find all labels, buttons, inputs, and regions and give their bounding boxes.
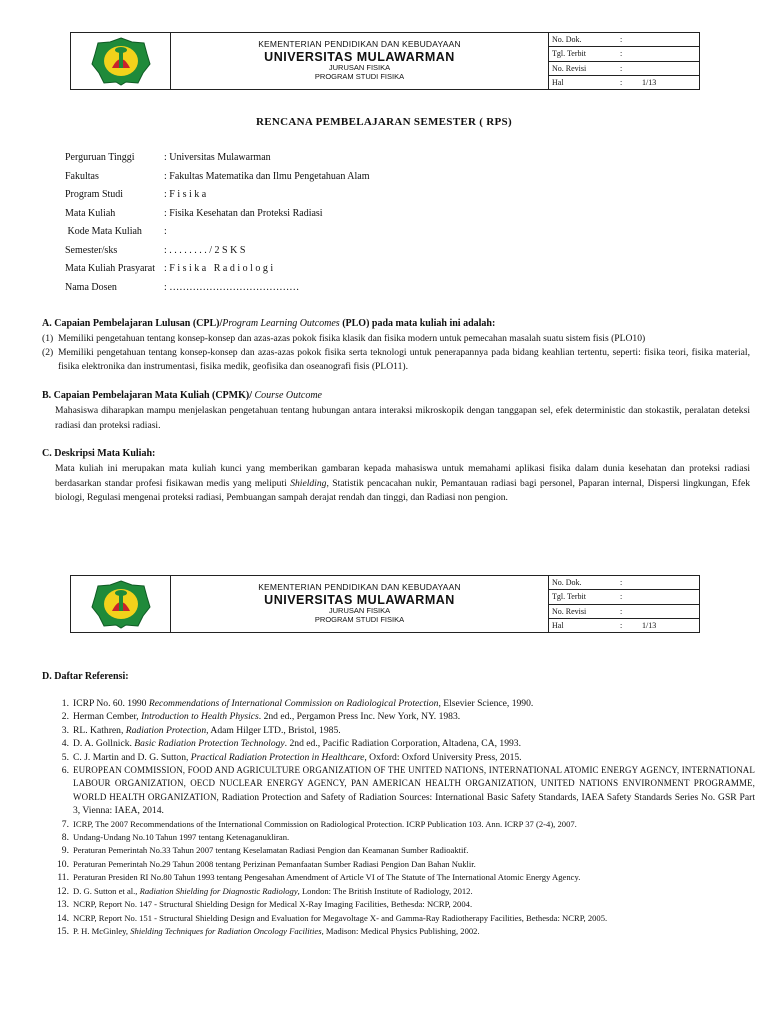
reference-text: Herman Cember, Introduction to Health Physics. 2nd ed., Pergamon Press Inc. New York, NY. 1983. [73,711,461,723]
reference-text: Peraturan Pemerintah No.29 Tahun 2008 tentang Perizinan Pemanfaatan Sumber Radiasi Pengion Dan Bahan Nuklir. [73,858,476,869]
info-row: Fakultas : Fakultas Matematika dan Ilmu Pengetahuan Alam [65,170,370,182]
section-c-text: Mata kuliah ini merupakan mata kuliah kunci yang memberikan gambaran kepada mahasiswa untuk memahami aplikasi fisika dalam dunia kesehatan dan proteksi radiasi berdasarkan standar profesi fisikawan medis yang meliputi Shielding, Statistik pencacahan nukir, Pemantauan radiasi bagi personel, Paparan internal, Dispersi lingkungan, Efek biologi, Regulasi mengenai proteksi radiasi, Pembuangan sampah derajat rendah dan tinggi, dan Radiasi non pengion. [55,463,750,503]
letterhead-page-2 [70,575,700,633]
meta-row-issue-date: Tgl. Terbit : [549,590,699,604]
university-name: UNIVERSITAS MULAWARMAN [264,593,455,608]
reference-item [55,697,755,710]
reference-text: ICRP, The 2007 Recommendations of the International Commission on Radiological Protection. ICRP Publication 103. Ann. ICRP 37 (2-4), 2007. [73,818,577,829]
reference-text: D. G. Sutton et al., Radiation Shielding for Diagnostic Radiology, London: The British Institute of Radiology, 2012. [73,885,473,896]
department-name: JURUSAN FISIKA [328,606,391,616]
reference-item [55,885,755,898]
info-row: Kode Mata Kuliah : [65,226,167,237]
reference-number: 8. [61,832,69,844]
reference-item [55,844,755,857]
reference-number: 11. [57,872,69,884]
reference-item [55,710,755,723]
document-meta [549,576,699,632]
reference-item [55,737,755,750]
reference-text: NCRP, Report No. 147 - Structural Shielding Design for Medical X-Ray Imaging Facilities, Bethesda: NCRP, 2004. [73,899,473,910]
reference-number: 2. [61,711,69,723]
info-row: Program Studi : F i s i k a [65,189,207,200]
meta-row-revision: No. Revisi : [549,605,699,619]
university-logo-icon [90,579,152,629]
reference-number: 6. [61,765,69,777]
section-a-heading: A. Capaian Pembelajaran Lulusan (CPL)/Program Learning Outcomes (PLO) pada mata kuliah ini adalah: [42,318,496,329]
ministry-name: KEMENTERIAN PENDIDIKAN DAN KEBUDAYAAN [258,582,461,593]
document-title: RENCANA PEMBELAJARAN SEMESTER ( RPS) [256,116,512,128]
info-row: Mata Kuliah : Fisika Kesehatan dan Proteksi Radiasi [65,207,323,219]
reference-number: 12. [57,885,69,897]
reference-item [55,858,755,871]
info-row: Mata Kuliah Prasyarat : F i s i k a R a d i o l o g i [65,263,274,274]
info-row: Perguruan Tinggi : Universitas Mulawarman [65,152,271,163]
reference-text: Peraturan Presiden RI No.80 Tahun 1993 tentang Pengesahan Amendment of Article VI of The Statute of The International Atomic Energy Agency. [73,872,581,883]
university-logo [71,33,171,89]
meta-row-issue-date: Tgl. Terbit : [549,47,699,61]
meta-row-revision: No. Revisi : [549,62,699,76]
reference-item [55,764,755,818]
reference-item [55,831,755,844]
reference-text: Undang-Undang No.10 Tahun 1997 tentang Ketenaganukliran. [73,832,290,843]
reference-item [55,912,755,925]
course-info [65,152,370,300]
university-name: UNIVERSITAS MULAWARMAN [264,50,455,65]
reference-text: C. J. Martin and D. G. Sutton, Practical Radiation Protection in Healthcare, Oxford: Oxford University Press, 2015. [73,751,522,763]
reference-number: 4. [61,738,69,750]
reference-text: P. H. McGinley, Shielding Techniques for Radiation Oncology Facilities, Madison: Medical Physics Publishing, 2002. [73,925,480,936]
section-b-heading: B. Capaian Pembelajaran Mata Kuliah (CPMK)/ Course Outcome [42,390,322,401]
meta-row-doc-no: No. Dok. : [549,33,699,47]
program-name: PROGRAM STUDI FISIKA [314,72,405,82]
reference-number: 13. [57,899,69,911]
reference-number: 10. [57,858,69,870]
reference-number: 14. [57,912,69,924]
reference-item [55,818,755,831]
reference-list [55,697,755,938]
reference-number: 15. [57,925,69,937]
document-meta [549,33,699,89]
letterhead-center [171,576,549,632]
letterhead-center [171,33,549,89]
reference-number: 1. [61,698,69,709]
reference-text: EUROPEAN COMMISSION, FOOD AND AGRICULTURE ORGANIZATION OF THE UNITED NATIONS, INTERNATIONAL ATOMIC ENERGY AGENCY, INTERNATIONAL LABOUR ORGANIZATION, OECD NUCLEAR ENERGY AGENCY, PAN AMERICAN HEALTH ORGANIZATION, UNITED NATIONS ENVIRONMENT PROGRAMME, WORLD HEALTH ORGANIZATION, Radiation Protection and Safety of Radiation Sources: International Basic Safety Standards, IAEA Safety Standards Series No. GSR Part 3, Vienna: IAEA, 2014. [73,765,755,817]
university-logo [71,576,171,632]
letterhead [70,32,700,90]
reference-item [55,925,755,938]
list-item: (1) Memiliki pengetahuan tentang konsep-konsep dan azas-azas pokok fisika klasik dan fisika modern untuk pemecahan masalah suatu sistem fisis (PLO10) [42,333,646,344]
reference-number: 9. [61,845,69,857]
ministry-name: KEMENTERIAN PENDIDIKAN DAN KEBUDAYAAN [258,39,461,50]
meta-row-doc-no: No. Dok. : [549,576,699,590]
program-name: PROGRAM STUDI FISIKA [314,615,405,625]
reference-text: RL. Kathren, Radiation Protection, Adam Hilger LTD., Bristol, 1985. [73,724,341,736]
plo-list [42,332,750,374]
reference-item [55,871,755,884]
section-b-text: Mahasiswa diharapkan mampu menjelaskan pengetahuan tentang hubungan antara interaksi mikroskopik dengan tanggapan sel, efek deterministic dan stokastik, peralatan deteksi radiasi dan proteksi radiasi. [55,405,750,431]
reference-number: 7. [61,818,69,830]
university-logo-icon [90,36,152,86]
reference-item [55,751,755,764]
reference-number: 3. [61,724,69,736]
reference-text: Peraturan Pemerintah No.33 Tahun 2007 tentang Keselamatan Radiasi Pengion dan Keamanan Sumber Radioaktif. [73,845,469,856]
reference-number: 5. [61,751,69,763]
meta-row-page: Hal : 1/13 [552,77,657,87]
reference-text: D. A. Gollnick. Basic Radiation Protection Technology. 2nd ed., Pacific Radiation Corporation, Altadena, CA, 1993. [73,738,522,750]
meta-row-page: Hal : 1/13 [552,620,657,630]
reference-item [55,724,755,737]
reference-text: ICRP No. 60. 1990 Recommendations of International Commission on Radiological Protection, Elsevier Science, 1990. [73,698,534,709]
department-name: JURUSAN FISIKA [328,63,391,73]
info-row: Semester/sks : . . . . . . . . / 2 S K S [65,244,246,256]
section-c-heading: C. Deskripsi Mata Kuliah: [42,448,156,459]
reference-text: NCRP, Report No. 151 - Structural Shielding Design and Evaluation for Megavoltage X- and Gamma-Ray Radiotherapy Facilities, Bethesda: NCRP, 2005. [73,912,608,923]
section-d-heading: D. Daftar Referensi: [42,671,129,682]
list-item: (2) Memiliki pengetahuan tentang konsep-konsep dan azas-azas pokok fisika serta teknologi untuk penerapannya pada bidang keahlian tertentu, seperti: fisika teori, fisika material, fisika elektronika dan instrumentasi, fisika medik, geofisika dan oseanografi fisis (PLO11). [42,347,750,372]
info-row: Nama Dosen : ………………………………… [65,281,300,293]
reference-item [55,898,755,911]
